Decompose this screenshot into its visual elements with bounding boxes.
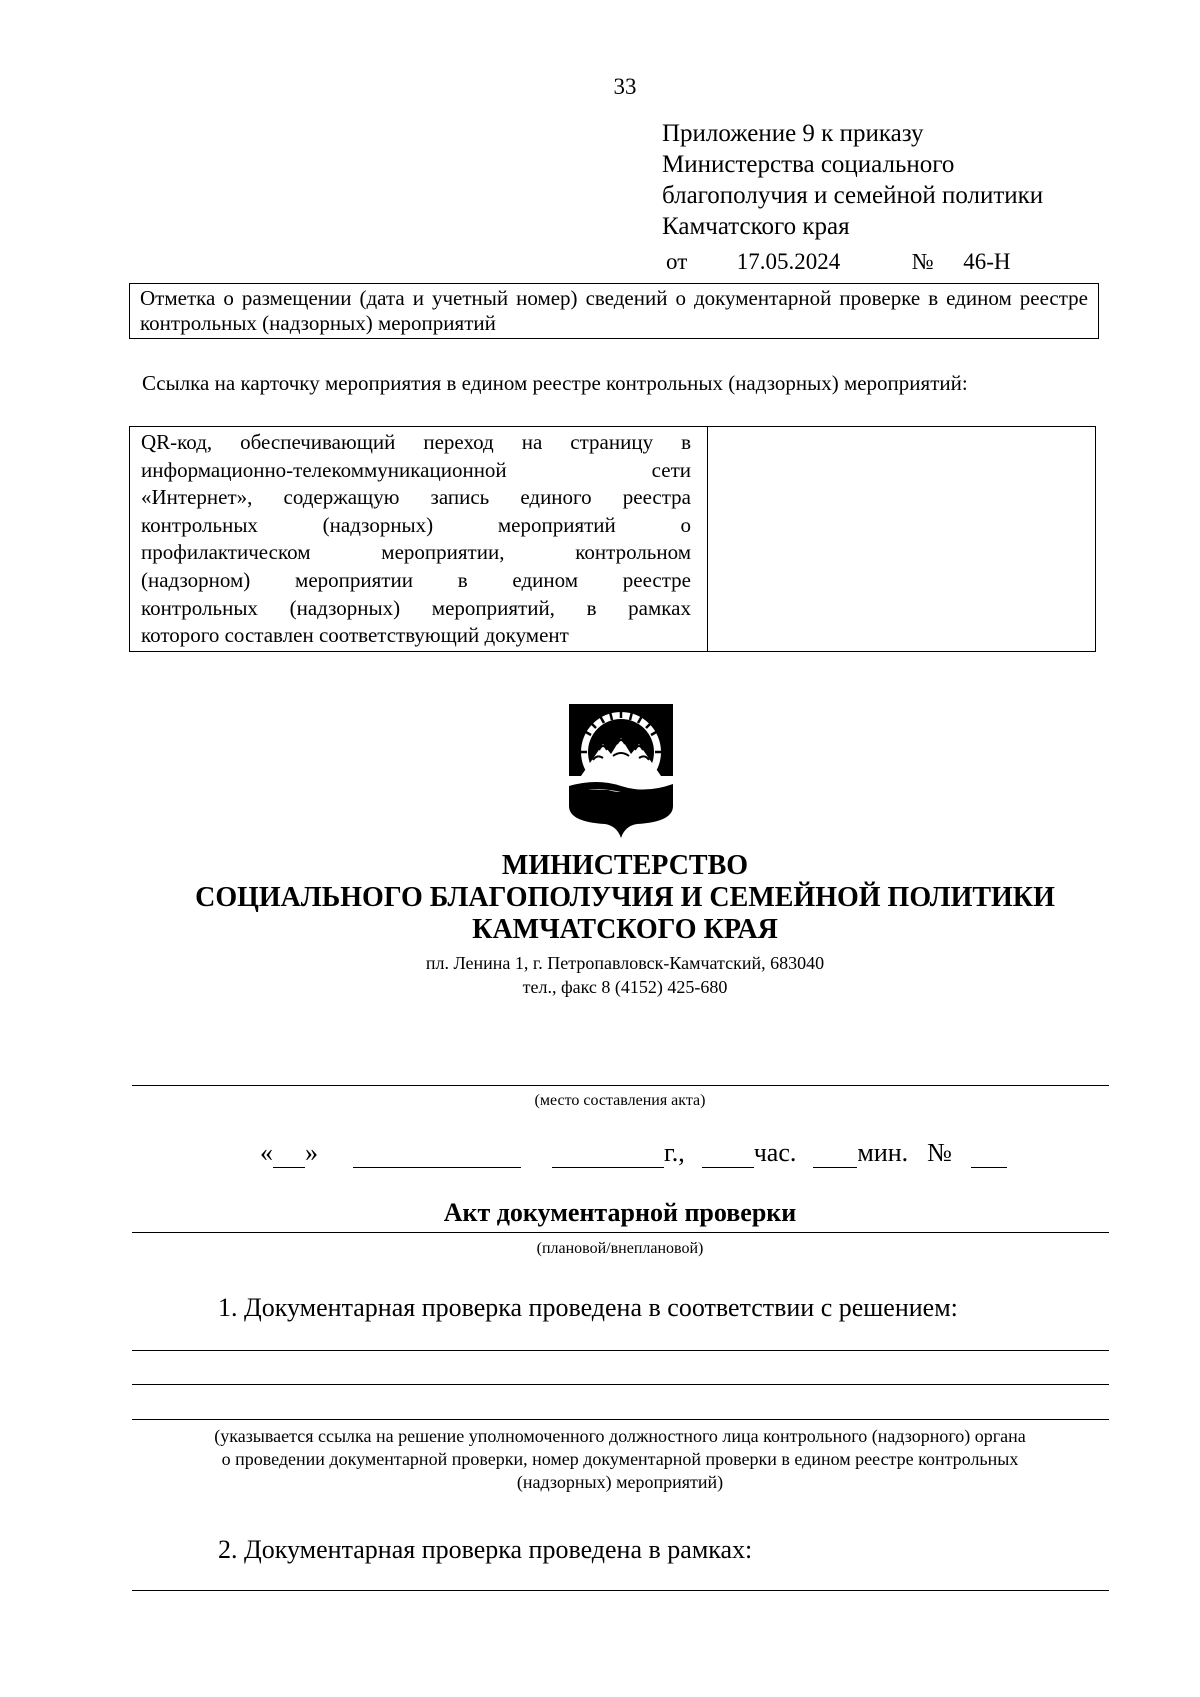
- day-blank: [273, 1141, 305, 1168]
- act-type: (плановой/внеплановой): [536, 1240, 704, 1257]
- qr-description-line: QR-код, обеспечивающий переход на страницу в: [141, 430, 691, 454]
- appendix-line: Камчатского края: [662, 213, 850, 240]
- kamchatka-coat-of-arms-icon: [567, 702, 675, 842]
- ministry-line: СОЦИАЛЬНОГО БЛАГОПОЛУЧИЯ И СЕМЕЙНОЙ ПОЛИТИКИ: [195, 882, 1055, 913]
- close-quote: »: [305, 1138, 318, 1167]
- ministry-line: КАМЧАТСКОГО КРАЯ: [472, 914, 778, 945]
- section-1-note-line: (указывается ссылка на решение уполномоченного должностного лица контрольного (надзорного) органа: [214, 1426, 1026, 1446]
- order-number: 46-Н: [963, 249, 1011, 274]
- ministry-contacts: [0, 951, 1200, 999]
- order-number-label: №: [911, 249, 934, 274]
- section-1-heading: 1. Документарная проверка проведена в соответствии с решением:: [218, 1293, 958, 1322]
- appendix-line: Министерства социального: [662, 151, 955, 178]
- open-quote: «: [260, 1138, 273, 1167]
- hour-blank: [702, 1141, 754, 1168]
- place-caption: (место составления акта): [534, 1092, 706, 1109]
- section-1-note-line: (надзорных) мероприятий): [516, 1472, 724, 1492]
- act-title: Акт документарной проверки: [443, 1198, 797, 1227]
- order-date: 17.05.2024: [736, 249, 841, 274]
- qr-description-line: контрольных (надзорных) мероприятий о: [141, 512, 691, 537]
- year-blank: [552, 1141, 664, 1168]
- act-number-label: №: [927, 1138, 952, 1167]
- section-1-line: [132, 1384, 1109, 1385]
- qr-description-line: «Интернет», содержащую запись единого реестра: [141, 485, 691, 510]
- page-number: 33: [613, 74, 637, 99]
- section-2-line: [132, 1590, 1109, 1591]
- ministry-name: [0, 850, 1200, 946]
- act-date-line: [260, 1138, 1007, 1170]
- qr-description-line: (надзорном) мероприятии в едином реестре: [141, 567, 691, 592]
- ministry-phone: тел., факс 8 (4152) 425-680: [522, 977, 728, 997]
- qr-code-cell: [708, 427, 1095, 651]
- ministry-line: МИНИСТЕРСТВО: [501, 850, 749, 881]
- section-1-note-line: о проведении документарной проверки, номер документарной проверки в едином реестре контрольных: [221, 1449, 1019, 1469]
- section-1-line: [132, 1350, 1109, 1351]
- qr-description-line: контрольных (надзорных) мероприятий, в рамках: [141, 595, 691, 620]
- order-line: [666, 249, 1010, 275]
- month-blank: [353, 1141, 521, 1168]
- hour-label: час.: [753, 1138, 797, 1167]
- qr-description: [130, 427, 708, 651]
- order-from-label: от: [666, 249, 688, 274]
- qr-description-line: информационно-телекоммуникационной сети: [141, 457, 691, 482]
- year-suffix: г.,: [664, 1138, 685, 1167]
- ministry-address: пл. Ленина 1, г. Петропавловск-Камчатский, 683040: [425, 953, 825, 973]
- registry-link-label: Ссылка на карточку мероприятия в едином реестре контрольных (надзорных) мероприятий:: [142, 371, 968, 395]
- act-number-blank: [971, 1141, 1007, 1168]
- registry-mark-box: Отметка о размещении (дата и учетный номер) сведений о документарной проверке в едином реестре контрольных (надзорных) мероприятий: [129, 283, 1099, 339]
- section-1-note: [140, 1425, 1100, 1494]
- minute-label: мин.: [857, 1138, 909, 1167]
- appendix-header: [662, 118, 1043, 242]
- qr-code-table: [129, 426, 1096, 652]
- qr-description-line: которого составлен соответствующий документ: [141, 623, 569, 648]
- section-1-line: [132, 1419, 1109, 1420]
- appendix-line: благополучия и семейной политики: [662, 182, 1044, 209]
- act-title-line: [132, 1232, 1109, 1233]
- minute-blank: [813, 1141, 857, 1168]
- appendix-line: Приложение 9 к приказу: [662, 120, 924, 147]
- qr-description-line: профилактическом мероприятии, контрольном: [141, 540, 691, 565]
- section-2-heading: 2. Документарная проверка проведена в рамках:: [218, 1535, 753, 1564]
- place-line: [132, 1085, 1109, 1086]
